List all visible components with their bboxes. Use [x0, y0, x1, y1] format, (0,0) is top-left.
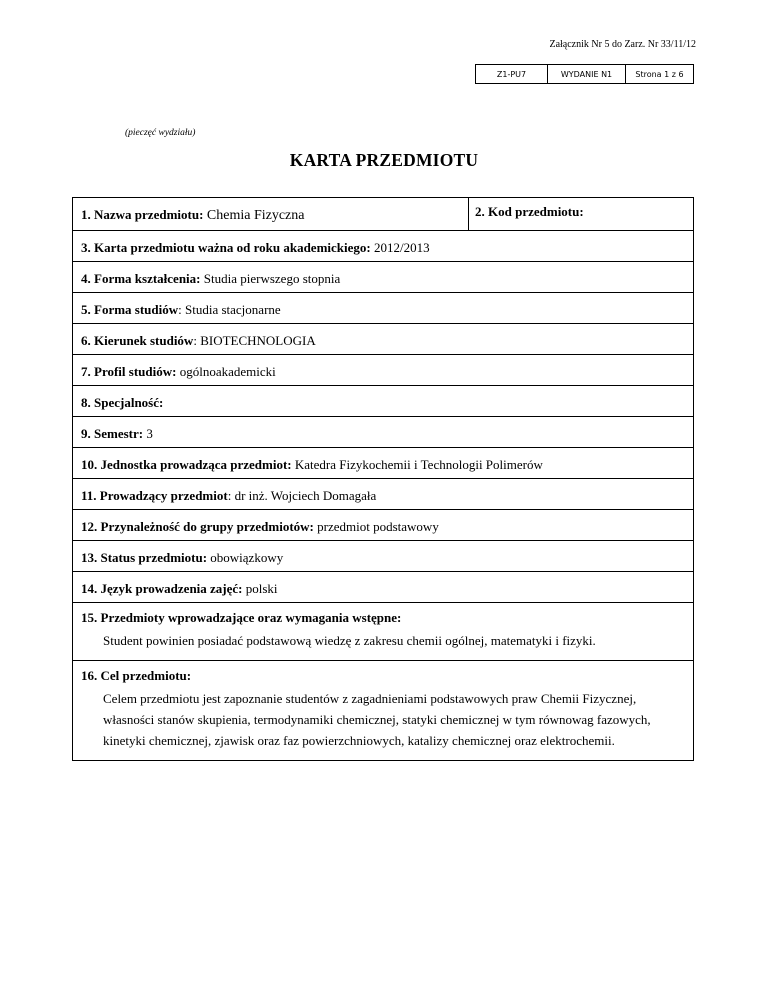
row-course-group	[73, 510, 693, 541]
course-name-value: Chemia Fizyczna	[203, 208, 305, 223]
row-valid-year	[73, 231, 693, 262]
course-objective-label: 16. Cel przedmiotu:	[81, 668, 192, 683]
unit-value: Katedra Fizykochemii i Technologii Polimerów	[291, 457, 543, 472]
valid-year-value: 2012/2013	[370, 240, 430, 255]
course-name-cell	[73, 198, 469, 230]
study-profile-label: 7. Profil studiów:	[81, 364, 177, 379]
language-label: 14. Język prowadzenia zajęć:	[81, 581, 243, 596]
course-status-value: obowiązkowy	[207, 550, 284, 565]
faculty-stamp-label: (pieczęć wydziału)	[125, 128, 196, 138]
row-unit	[73, 448, 693, 479]
language-value: polski	[242, 581, 278, 596]
page-title: KARTA PRZEDMIOTU	[289, 150, 479, 170]
row-prerequisites	[73, 603, 693, 661]
document-edition: WYDANIE N1	[548, 65, 626, 83]
lecturer-label: 11. Prowadzący przedmiot	[81, 488, 228, 503]
course-group-label: 12. Przynależność do grupy przedmiotów:	[81, 519, 314, 534]
unit-label: 10. Jednostka prowadząca przedmiot:	[81, 457, 292, 472]
education-form-label: 4. Forma kształcenia:	[81, 271, 201, 286]
prerequisites-label: 15. Przedmioty wprowadzające oraz wymagania wstępne:	[81, 610, 402, 625]
row-specialty	[73, 386, 693, 417]
course-status-label: 13. Status przedmiotu:	[81, 550, 208, 565]
course-code-cell	[469, 198, 693, 230]
row-course-status	[73, 541, 693, 572]
semester-value: 3	[143, 426, 153, 441]
course-objective-text: Celem przedmiotu jest zapoznanie studentów z zagadnieniami podstawowych praw Chemii Fizycznej, własności stanów skupienia, termodynamiki chemicznej, statyki chemicznej w tym równowag fazowych, kinetyki chemicznej, zjawisk oraz faz powierzchniowych, katalizy chemicznej oraz elektrochemii.	[103, 691, 651, 748]
education-form-value: Studia pierwszego stopnia	[200, 271, 341, 286]
field-of-study-value: : BIOTECHNOLOGIA	[193, 333, 316, 348]
study-form-value: : Studia stacjonarne	[178, 302, 281, 317]
document-header-table	[475, 64, 694, 84]
study-form-label: 5. Forma studiów	[81, 302, 179, 317]
study-profile-value: ogólnoakademicki	[176, 364, 276, 379]
field-of-study-label: 6. Kierunek studiów	[81, 333, 194, 348]
course-card-table	[72, 197, 694, 761]
document-code: Z1-PU7	[476, 65, 548, 83]
course-group-value: przedmiot podstawowy	[313, 519, 439, 534]
specialty-label: 8. Specjalność:	[81, 395, 164, 410]
row-education-form	[73, 262, 693, 293]
row-course-objective	[73, 661, 693, 761]
annex-note: Załącznik Nr 5 do Zarz. Nr 33/11/12	[549, 39, 696, 50]
row-study-form	[73, 293, 693, 324]
row-course-name	[73, 198, 693, 231]
prerequisites-text: Student powinien posiadać podstawową wiedzę z zakresu chemii ogólnej, matematyki i fizyki.	[103, 633, 596, 648]
row-semester	[73, 417, 693, 448]
page-number: Strona 1 z 6	[635, 69, 684, 79]
row-lecturer	[73, 479, 693, 510]
lecturer-value: : dr inż. Wojciech Domagała	[227, 488, 377, 503]
course-code-label: 2. Kod przedmiotu:	[475, 204, 584, 219]
valid-year-label: 3. Karta przedmiotu ważna od roku akademickiego:	[81, 240, 371, 255]
course-name-label: 1. Nazwa przedmiotu:	[81, 207, 204, 222]
row-field-of-study	[73, 324, 693, 355]
row-study-profile	[73, 355, 693, 386]
row-language	[73, 572, 693, 603]
semester-label: 9. Semestr:	[81, 426, 144, 441]
